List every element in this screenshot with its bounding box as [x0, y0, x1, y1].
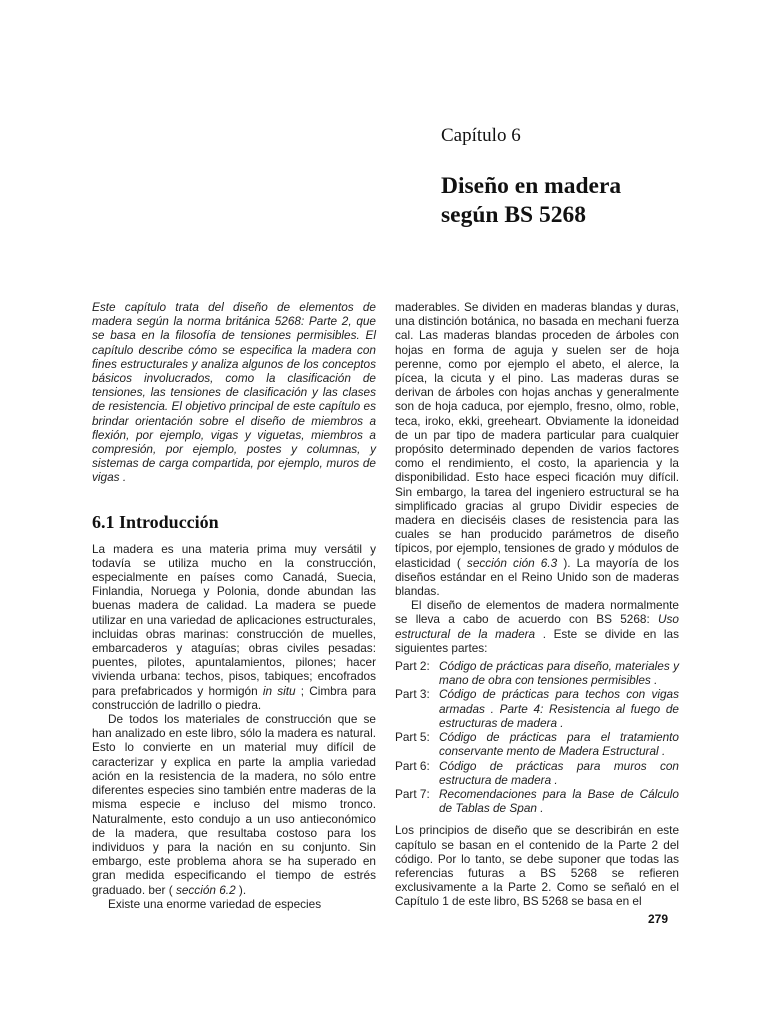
list-item: Part 7: Recomendaciones para la Base de Cálculo de Tablas de Span .	[395, 786, 679, 816]
principles-paragraph: Los principios de diseño que se describirán en este capítulo se basan en el contenido de la Parte 2 del código. Por lo tanto, se debe suponer que todas las referencias futuras a BS 5268 se refieren exclusivamente a la Parte 2. Como se señaló en el Capítulo 1 de este libro, BS 5268 se basa en el	[395, 823, 679, 909]
list-item: Part 2: Código de prácticas para diseño, materiales y mano de obra con tensiones permisibles .	[395, 659, 679, 688]
chapter-title-line-2: según BS 5268	[441, 202, 586, 228]
section-heading: 6.1 Introducción	[92, 511, 219, 532]
intro-paragraph-2: De todos los materiales de construcción que se han analizado en este libro, sólo la madera es natural. Esto lo convierte en un material muy difícil de caracterizar y explica en parte la amplia variedad ación en la resistencia de la madera, no sólo entre diferentes especies sino también entre maderas de la misma especie e incluso del mismo tronco. Naturalmente, esto condujo a un uso antieconómico de la madera, que resultaba costoso para los individuos y para la nación en su conjunto. Sin embargo, este problema ahora se ha superado en gran medida especificando el tiempo de estrés graduado. ber ( sección 6.2 ).	[92, 712, 376, 897]
standard-parts-list	[395, 659, 679, 815]
list-item: Part 6: Código de prácticas para muros con estructura de madera .	[395, 758, 679, 787]
standard-paragraph: El diseño de elementos de madera normalmente se lleva a cabo de acuerdo con BS 5268: Uso estructural de la madera . Este se divide en las siguientes partes:	[395, 598, 679, 655]
right-column	[395, 300, 679, 909]
left-column	[92, 300, 376, 911]
page-number: 279	[648, 912, 669, 926]
chapter-title-line-1: Diseño en madera	[441, 173, 622, 199]
chapter-abstract: Este capítulo trata del diseño de elementos de madera según la norma británica 5268: Parte 2, que se basa en la filosofía de tensiones permisibles. El capítulo describe cómo se especifica la madera con fines estructurales y analiza algunos de los conceptos básicos involucrados, como la clasificación de tensiones, las tensiones de clasificación y las clases de resistencia. El objetivo principal de este capítulo es brindar orientación sobre el diseño de miembros a flexión, por ejemplo, vigas y viguetas, miembros a compresión, por ejemplo, postes y columnas, y sistemas de carga compartida, por ejemplo, muros de vigas .	[92, 300, 376, 485]
chapter-title	[441, 172, 741, 230]
list-item: Part 5: Código de prácticas para el tratamiento conservante mento de Madera Estructural .	[395, 730, 679, 759]
list-item: Part 3: Código de prácticas para techos con vigas armadas . Parte 4: Resistencia al fuego de estructuras de madera .	[395, 687, 679, 730]
species-paragraph: maderables. Se dividen en maderas blandas y duras, una distinción botánica, no basada en mechani fuerza cal. Las maderas blandas proceden de árboles con hojas en forma de aguja y suelen ser de hoja perenne, como por ejemplo el abeto, el alerce, la pícea, la cicuta y el pino. Las maderas duras se derivan de árboles con hojas anchas y generalmente son de hoja caduca, por ejemplo, fresno, olmo, roble, teca, iroko, ekki, greeheart. Obviamente la idoneidad de un par tipo de madera particular para cualquier propósito determinado dependen de varios factores como el rendimiento, el costo, la apariencia y la disponibilidad. Esto hace especi ficación muy difícil. Sin embargo, la tarea del ingeniero estructural se ha simplificado gracias al grupo Dividir especies de madera en dieciséis clases de resistencia para las cuales se han producido parámetros de diseño típicos, por ejemplo, tensiones de grado y módulos de elasticidad ( sección ción 6.3 ). La mayoría de los diseños estándar en el Reino Unido son de maderas blandas.	[395, 300, 679, 599]
intro-paragraph-1: La madera es una materia prima muy versátil y todavía se utiliza mucho en la construcción, especialmente en países como Canadá, Suecia, Finlandia, Noruega y Polonia, donde abundan las buenas madera de calidad. La madera se puede utilizar en una variedad de aplicaciones estructurales, incluidas obras marinas: construcción de muelles, embarcaderos y ataguías; obras civiles pesadas: puentes, pilotes, apuntalamientos, pilones; hacer vivienda urbana: techos, pisos, tabiques; encofrados para prefabricados y hormigón in situ ; Cimbra para construcción de ladrillo o piedra.	[92, 541, 376, 712]
chapter-label: Capítulo 6	[441, 125, 521, 146]
intro-paragraph-3: Existe una enorme variedad de especies	[108, 896, 322, 911]
